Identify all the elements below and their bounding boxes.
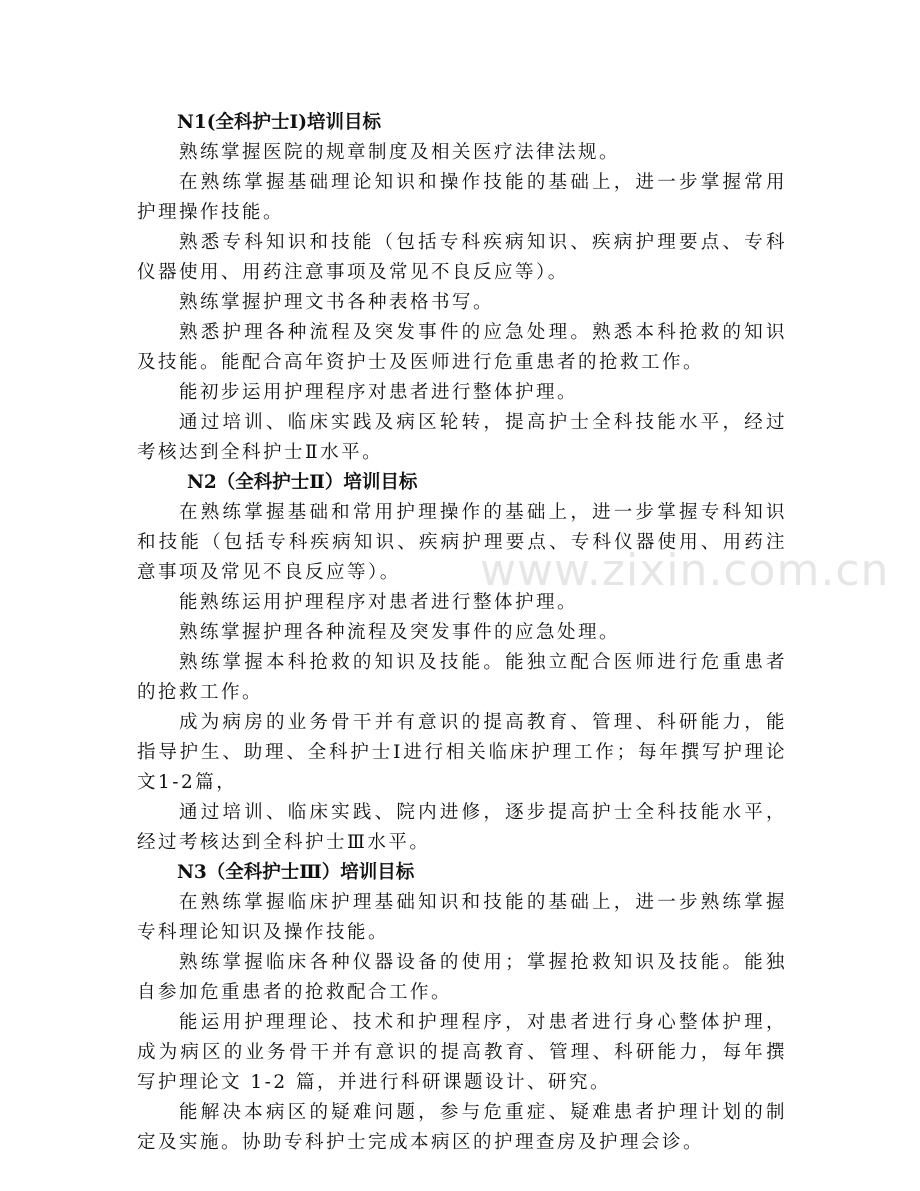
- paragraph: 熟悉护理各种流程及突发事件的应急处理。熟悉本科抢救的知识及技能。能配合高年资护士及医师进行危重患者的抢救工作。: [137, 322, 787, 373]
- paragraph: 熟练掌握护理各种流程及突发事件的应急处理。: [179, 622, 621, 643]
- paragraph: 能初步运用护理程序对患者进行整体护理。: [179, 382, 579, 403]
- paragraph: 在熟练掌握基础和常用护理操作的基础上，进一步掌握专科知识和技能（包括专科疾病知识、疾病护理要点、专科仪器使用、用药注意事项及常见不良反应等）。: [137, 502, 787, 583]
- paragraph: 成为病房的业务骨干并有意识的提高教育、管理、科研能力，能指导护生、助理、全科护士Ⅰ进行相关临床护理工作；每年撰写护理论文1-2篇，: [137, 712, 787, 793]
- document-page: [137, 108, 787, 1158]
- paragraph: 熟练掌握护理文书各种表格书写。: [179, 292, 495, 313]
- section-heading-n3: N3（全科护士Ⅲ）培训目标: [177, 862, 415, 883]
- section-heading-n2: N2（全科护士Ⅱ）培训目标: [187, 472, 418, 493]
- paragraph: 能熟练运用护理程序对患者进行整体护理。: [179, 592, 579, 613]
- paragraph: 熟练掌握本科抢救的知识及技能。能独立配合医师进行危重患者的抢救工作。: [137, 652, 787, 703]
- paragraph: 熟练掌握临床各种仪器设备的使用；掌握抢救知识及技能。能独自参加危重患者的抢救配合工作。: [137, 952, 787, 1003]
- paragraph: 能解决本病区的疑难问题，参与危重症、疑难患者护理计划的制定及实施。协助专科护士完成本病区的护理查房及护理会诊。: [137, 1102, 787, 1153]
- paragraph: 在熟练掌握临床护理基础知识和技能的基础上，进一步熟练掌握专科理论知识及操作技能。: [137, 892, 787, 943]
- paragraph: 熟练掌握医院的规章制度及相关医疗法律法规。: [179, 142, 621, 163]
- section-heading-n1: N1(全科护士Ⅰ)培训目标: [177, 112, 381, 133]
- paragraph: 熟悉专科知识和技能（包括专科疾病知识、疾病护理要点、专科仪器使用、用药注意事项及常见不良反应等）。: [137, 232, 787, 283]
- paragraph: 在熟练掌握基础理论知识和操作技能的基础上，进一步掌握常用护理操作技能。: [137, 172, 787, 223]
- paragraph: 能运用护理理论、技术和护理程序，对患者进行身心整体护理，成为病区的业务骨干并有意识的提高教育、管理、科研能力，每年撰写护理论文 1-2 篇，并进行科研课题设计、研究。: [137, 1012, 787, 1093]
- paragraph: 通过培训、临床实践及病区轮转，提高护士全科技能水平，经过考核达到全科护士Ⅱ水平。: [137, 412, 787, 463]
- paragraph: 通过培训、临床实践、院内进修，逐步提高护士全科技能水平，经过考核达到全科护士Ⅲ水平。: [137, 802, 787, 853]
- watermark: www.zixin.com.cn: [480, 545, 890, 596]
